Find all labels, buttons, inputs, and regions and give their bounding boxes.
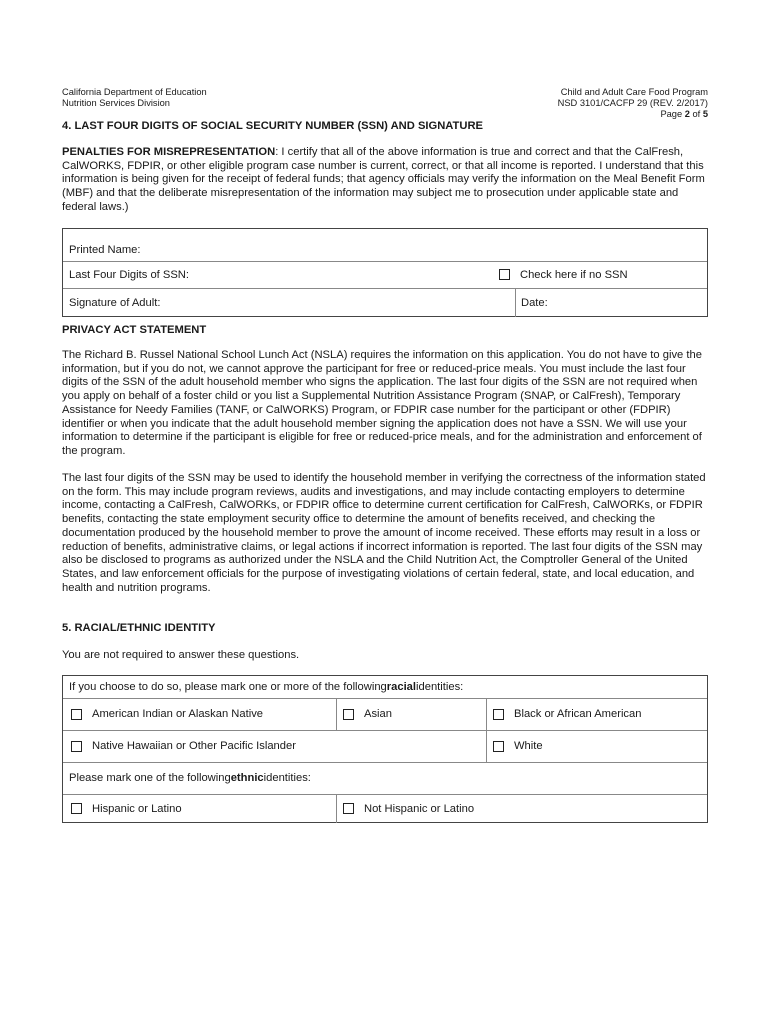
form-number: NSD 3101/CACFP 29 (REV. 2/2017) — [557, 98, 708, 108]
native-hawaiian-checkbox[interactable] — [71, 741, 82, 752]
divider — [336, 794, 337, 823]
agency-name: California Department of Education — [62, 87, 207, 97]
no-ssn-option[interactable]: Check here if no SSN — [499, 261, 628, 288]
divider — [336, 698, 337, 730]
hispanic-checkbox[interactable] — [71, 803, 82, 814]
no-ssn-checkbox[interactable] — [499, 269, 510, 280]
racial-prompt: If you choose to do so, please mark one or more of the following racial identities: — [69, 681, 464, 693]
ethnic-option-not-hispanic[interactable]: Not Hispanic or Latino — [343, 794, 474, 823]
race-option-american-indian[interactable]: American Indian or Alaskan Native — [71, 698, 263, 730]
printed-name-field[interactable]: Printed Name: — [69, 244, 141, 256]
page-indicator: Page 2 of 5 — [660, 109, 708, 119]
not-hispanic-checkbox[interactable] — [343, 803, 354, 814]
race-option-native-hawaiian[interactable]: Native Hawaiian or Other Pacific Islander — [71, 730, 296, 762]
divider — [486, 730, 487, 762]
ethnic-row — [63, 794, 707, 823]
program-name: Child and Adult Care Food Program — [560, 87, 708, 97]
race-option-black[interactable]: Black or African American — [493, 698, 641, 730]
ethnic-option-hispanic[interactable]: Hispanic or Latino — [71, 794, 182, 823]
signature-row — [63, 288, 707, 317]
ssn-row — [63, 261, 707, 289]
header-right — [558, 87, 708, 120]
header-left — [62, 87, 207, 109]
section5-intro: You are not required to answer these questions. — [62, 649, 300, 661]
privacy-paragraph-1: The Richard B. Russel National School Lunch Act (NSLA) requires the information on this application. You do not have to give the information, but if you do not, we cannot approve the participant for free or reduced-price meals. You must include the last four digits of the SSN of the adult household member who signs the application. The last four digits of the SSN are not required when you apply on behalf of a foster child or you list a Supplemental Nutrition Assistance Program (SNAP, or CalFresh), Temporary Assistance for Needy Families (TANF, or CalWORKS) Program, or FDPIR case number for the participant or other (FDPIR) identifier or when you indicate that the adult household member signing the application does not have a SSN. We will use your information to determine if the participant is eligible for free or reduced-price meals, and for the administration and enforcement of the program. — [62, 349, 702, 457]
divider — [486, 698, 487, 730]
racial-prompt-row — [63, 676, 707, 699]
section5-title: 5. RACIAL/ETHNIC IDENTITY — [62, 622, 216, 634]
black-checkbox[interactable] — [493, 709, 504, 720]
date-field[interactable]: Date: — [521, 296, 548, 309]
race-ethnicity-box — [62, 675, 708, 823]
white-checkbox[interactable] — [493, 741, 504, 752]
race-row-1 — [63, 698, 707, 731]
race-row-2 — [63, 730, 707, 763]
last-four-ssn-field[interactable]: Last Four Digits of SSN: — [69, 268, 189, 281]
division-name: Nutrition Services Division — [62, 98, 170, 108]
race-option-asian[interactable]: Asian — [343, 698, 392, 730]
section4-title: 4. LAST FOUR DIGITS OF SOCIAL SECURITY NUMBER (SSN) AND SIGNATURE — [62, 120, 483, 132]
race-option-white[interactable]: White — [493, 730, 543, 762]
penalties-paragraph: PENALTIES FOR MISREPRESENTATION: I certify that all of the above information is true and correct and that the CalFresh, CalWORKS, FDPIR, or other eligible program case number is current, correct, or that all income is reported. I understand that this information is being given for the receipt of federal funds; that agency officials may verify the information on the Meal Benefit Form (MBF) and that the deliberate misrepresentation of the information may subject me to prosecution under applicable state and federal laws.) — [62, 146, 705, 213]
privacy-title: PRIVACY ACT STATEMENT — [62, 324, 207, 336]
privacy-paragraph-2: The last four digits of the SSN may be used to identify the household member in verifying the correctness of the information stated on the form. This may include program reviews, audits and investigations, and may include contacting employers to determine income, contacting a CalFresh, CalWORKs, or FDPIR office to determine current certification for CalFresh, CalWORKs, or FDPIR benefits, contacting the state employment security office to determine the amount of benefits received, and checking the documentation produced by the household member to prove the amount of income received. These efforts may result in a loss or reduction of benefits, administrative claims, or legal actions if incorrect information is reported. The last four digits of the SSN may also be disclosed to programs as authorized under the NSLA and the Child Nutrition Act, the Comptroller General of the United States, and law enforcement officials for the purpose of investigating violations of certain federal, state, and local education, and health and nutrition programs. — [62, 472, 706, 594]
printed-name-row — [63, 229, 707, 262]
signature-box — [62, 228, 708, 317]
american-indian-checkbox[interactable] — [71, 709, 82, 720]
penalties-label: PENALTIES FOR MISREPRESENTATION — [62, 146, 276, 158]
signature-field[interactable]: Signature of Adult: — [69, 296, 161, 309]
ethnic-prompt: Please mark one of the following ethnic identities: — [69, 772, 311, 784]
ethnic-prompt-row — [63, 762, 707, 795]
asian-checkbox[interactable] — [343, 709, 354, 720]
divider — [515, 288, 516, 317]
